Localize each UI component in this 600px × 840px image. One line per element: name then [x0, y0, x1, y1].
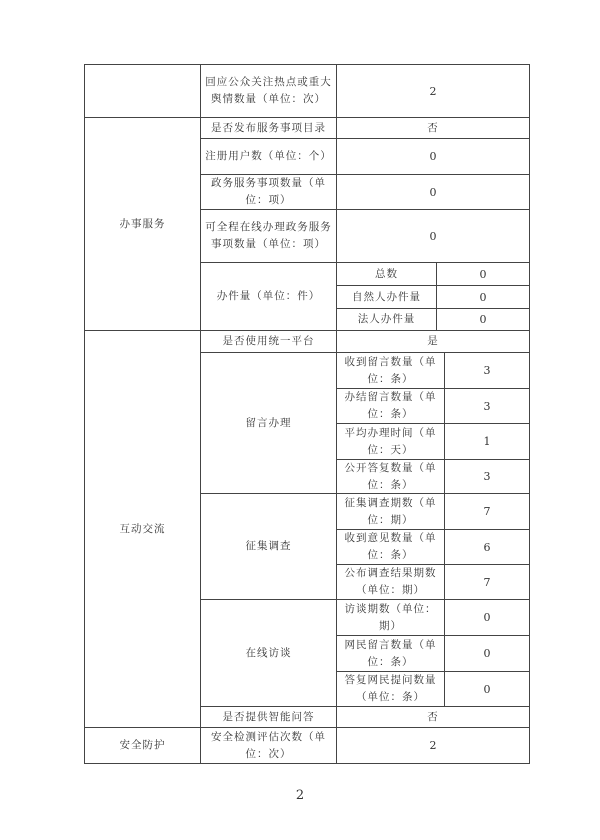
opinions-value: 6: [444, 529, 530, 565]
unified-platform-label: 是否使用统一平台: [200, 330, 337, 353]
registered-users-label: 注册用户数（单位：个）: [200, 138, 337, 175]
online-items-value: 0: [336, 209, 530, 263]
case-total-label: 总数: [336, 262, 437, 286]
hotspot-label: 回应公众关注热点或重大舆情数量（单位：次）: [200, 64, 337, 118]
case-legal-label: 法人办件量: [336, 308, 437, 331]
service-catalog-label: 是否发布服务事项目录: [200, 117, 337, 139]
survey-issues-value: 7: [444, 493, 530, 530]
category-service: 办事服务: [84, 117, 201, 331]
service-items-value: 0: [336, 174, 530, 210]
published-replies-label: 公开答复数量（单位：条）: [336, 459, 445, 494]
registered-users-value: 0: [336, 138, 530, 175]
assessments-value: 2: [336, 727, 530, 764]
avg-time-label: 平均办理时间（单位：天）: [336, 423, 445, 460]
hotspot-value: 2: [336, 64, 530, 118]
netizen-answers-value: 0: [444, 671, 530, 707]
avg-time-value: 1: [444, 423, 530, 460]
service-catalog-value: 否: [336, 117, 530, 139]
opinions-label: 收到意见数量（单位：条）: [336, 529, 445, 565]
interview-group-label: 在线访谈: [200, 599, 337, 707]
case-natural-value: 0: [436, 285, 530, 309]
case-total-value: 0: [436, 262, 530, 286]
survey-results-value: 7: [444, 564, 530, 600]
survey-issues-label: 征集调查期数（单位：期）: [336, 493, 445, 530]
published-replies-value: 3: [444, 459, 530, 494]
interview-sessions-value: 0: [444, 599, 530, 636]
netizen-messages-label: 网民留言数量（单位：条）: [336, 635, 445, 672]
msg-received-label: 收到留言数量（单位：条）: [336, 352, 445, 389]
case-natural-label: 自然人办件量: [336, 285, 437, 309]
msg-received-value: 3: [444, 352, 530, 389]
category-security: 安全防护: [84, 727, 201, 764]
case-volume-label: 办件量（单位：件）: [200, 262, 337, 331]
netizen-answers-label: 答复网民提问数量（单位：条）: [336, 671, 445, 707]
smart-qa-label: 是否提供智能问答: [200, 706, 337, 728]
smart-qa-value: 否: [336, 706, 530, 728]
msg-handled-value: 3: [444, 388, 530, 424]
service-items-label: 政务服务事项数量（单位：项）: [200, 174, 337, 210]
online-items-label: 可全程在线办理政务服务事项数量（单位：项）: [200, 209, 337, 263]
interview-sessions-label: 访谈期数（单位：期）: [336, 599, 445, 636]
msg-handled-label: 办结留言数量（单位：条）: [336, 388, 445, 424]
messages-group-label: 留言办理: [200, 352, 337, 494]
page-number: 2: [295, 788, 305, 803]
unified-platform-value: 是: [336, 330, 530, 353]
category-interaction: 互动交流: [84, 330, 201, 728]
assessments-label: 安全检测评估次数（单位：次）: [200, 727, 337, 764]
table-cell-empty: [84, 64, 201, 118]
survey-group-label: 征集调查: [200, 493, 337, 600]
survey-results-label: 公布调查结果期数（单位：期）: [336, 564, 445, 600]
case-legal-value: 0: [436, 308, 530, 331]
netizen-messages-value: 0: [444, 635, 530, 672]
